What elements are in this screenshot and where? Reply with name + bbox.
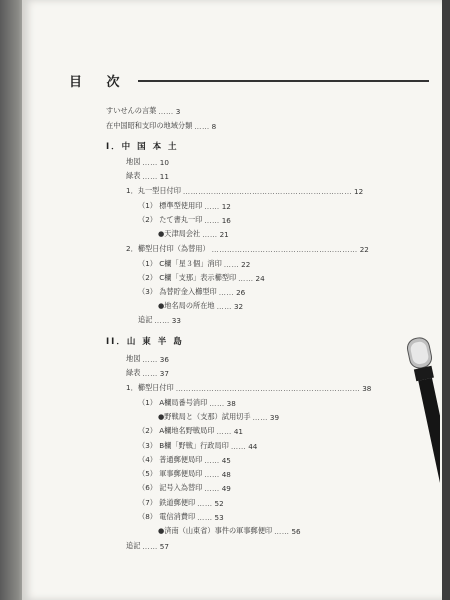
toc-entry: ●地名局の所在地 …… 32 — [158, 301, 244, 311]
toc-entry: （3） B欄「野戦」行政局印 …… 44 — [138, 441, 258, 451]
toc-entry: 緑表 …… 11 — [126, 171, 169, 181]
toc-entry: （8） 電信消費印 …… 53 — [138, 512, 224, 522]
toc-entry: （1） 標準型使用印 …… 12 — [138, 201, 231, 211]
toc-entry: 1．櫛型日付印 ……………………………………………………………… 38 — [126, 383, 372, 393]
toc-title: 目 次 — [69, 75, 130, 90]
toc-entry: ●野戦局と（支那）試用切手 …… 39 — [158, 412, 280, 422]
toc-entry: 追記 …… 33 — [138, 315, 181, 325]
toc-entry: 在中国昭和支印の地域分類 …… 8 — [106, 121, 217, 131]
toc-entry: 追記 …… 57 — [126, 541, 169, 551]
toc-entry: （2） C欄「支那」表示櫛型印 …… 24 — [138, 273, 265, 283]
toc-entry: ●天津局会社 …… 21 — [158, 229, 229, 239]
document-page — [22, 0, 442, 600]
toc-entry: （1） C欄「星３個」消印 …… 22 — [138, 259, 251, 269]
toc-entry: （3） 為替貯金入櫛型印 …… 26 — [138, 287, 246, 297]
toc-section-heading: I．中 国 本 土 — [106, 142, 179, 152]
toc-entry: （7） 鉄道郵便印 …… 52 — [138, 498, 224, 508]
toc-entry: （1） A欄局番号消印 …… 38 — [138, 398, 236, 408]
toc-entry: （5） 軍事郵便局印 …… 48 — [138, 469, 231, 479]
toc-entry: （2） A欄地名野戦局印 …… 41 — [138, 426, 243, 436]
toc-entry: 地図 …… 10 — [126, 157, 169, 167]
toc-entry: （2） たて書丸一印 …… 16 — [138, 215, 231, 225]
toc-entry: ●済南（山東省）事件の軍事郵便印 …… 56 — [158, 526, 301, 536]
toc-heading — [69, 71, 429, 90]
toc-entry: すいせんの言葉 …… 3 — [106, 106, 181, 116]
toc-entry: （4） 普通郵便局印 …… 45 — [138, 455, 231, 465]
toc-section-heading: II．山 東 半 島 — [106, 337, 184, 347]
toc-entry: （6） 記号入為替印 …… 49 — [138, 483, 231, 493]
toc-entry: 緑表 …… 37 — [126, 368, 169, 378]
toc-entry: 1．丸一型日付印 ………………………………………………………… 12 — [126, 186, 364, 196]
pen-object — [400, 330, 440, 600]
heading-rule — [138, 80, 429, 82]
toc-entry: 2．櫛型日付印（為替用） ………………………………………………… 22 — [126, 244, 369, 254]
toc-entry: 地図 …… 36 — [126, 354, 169, 364]
